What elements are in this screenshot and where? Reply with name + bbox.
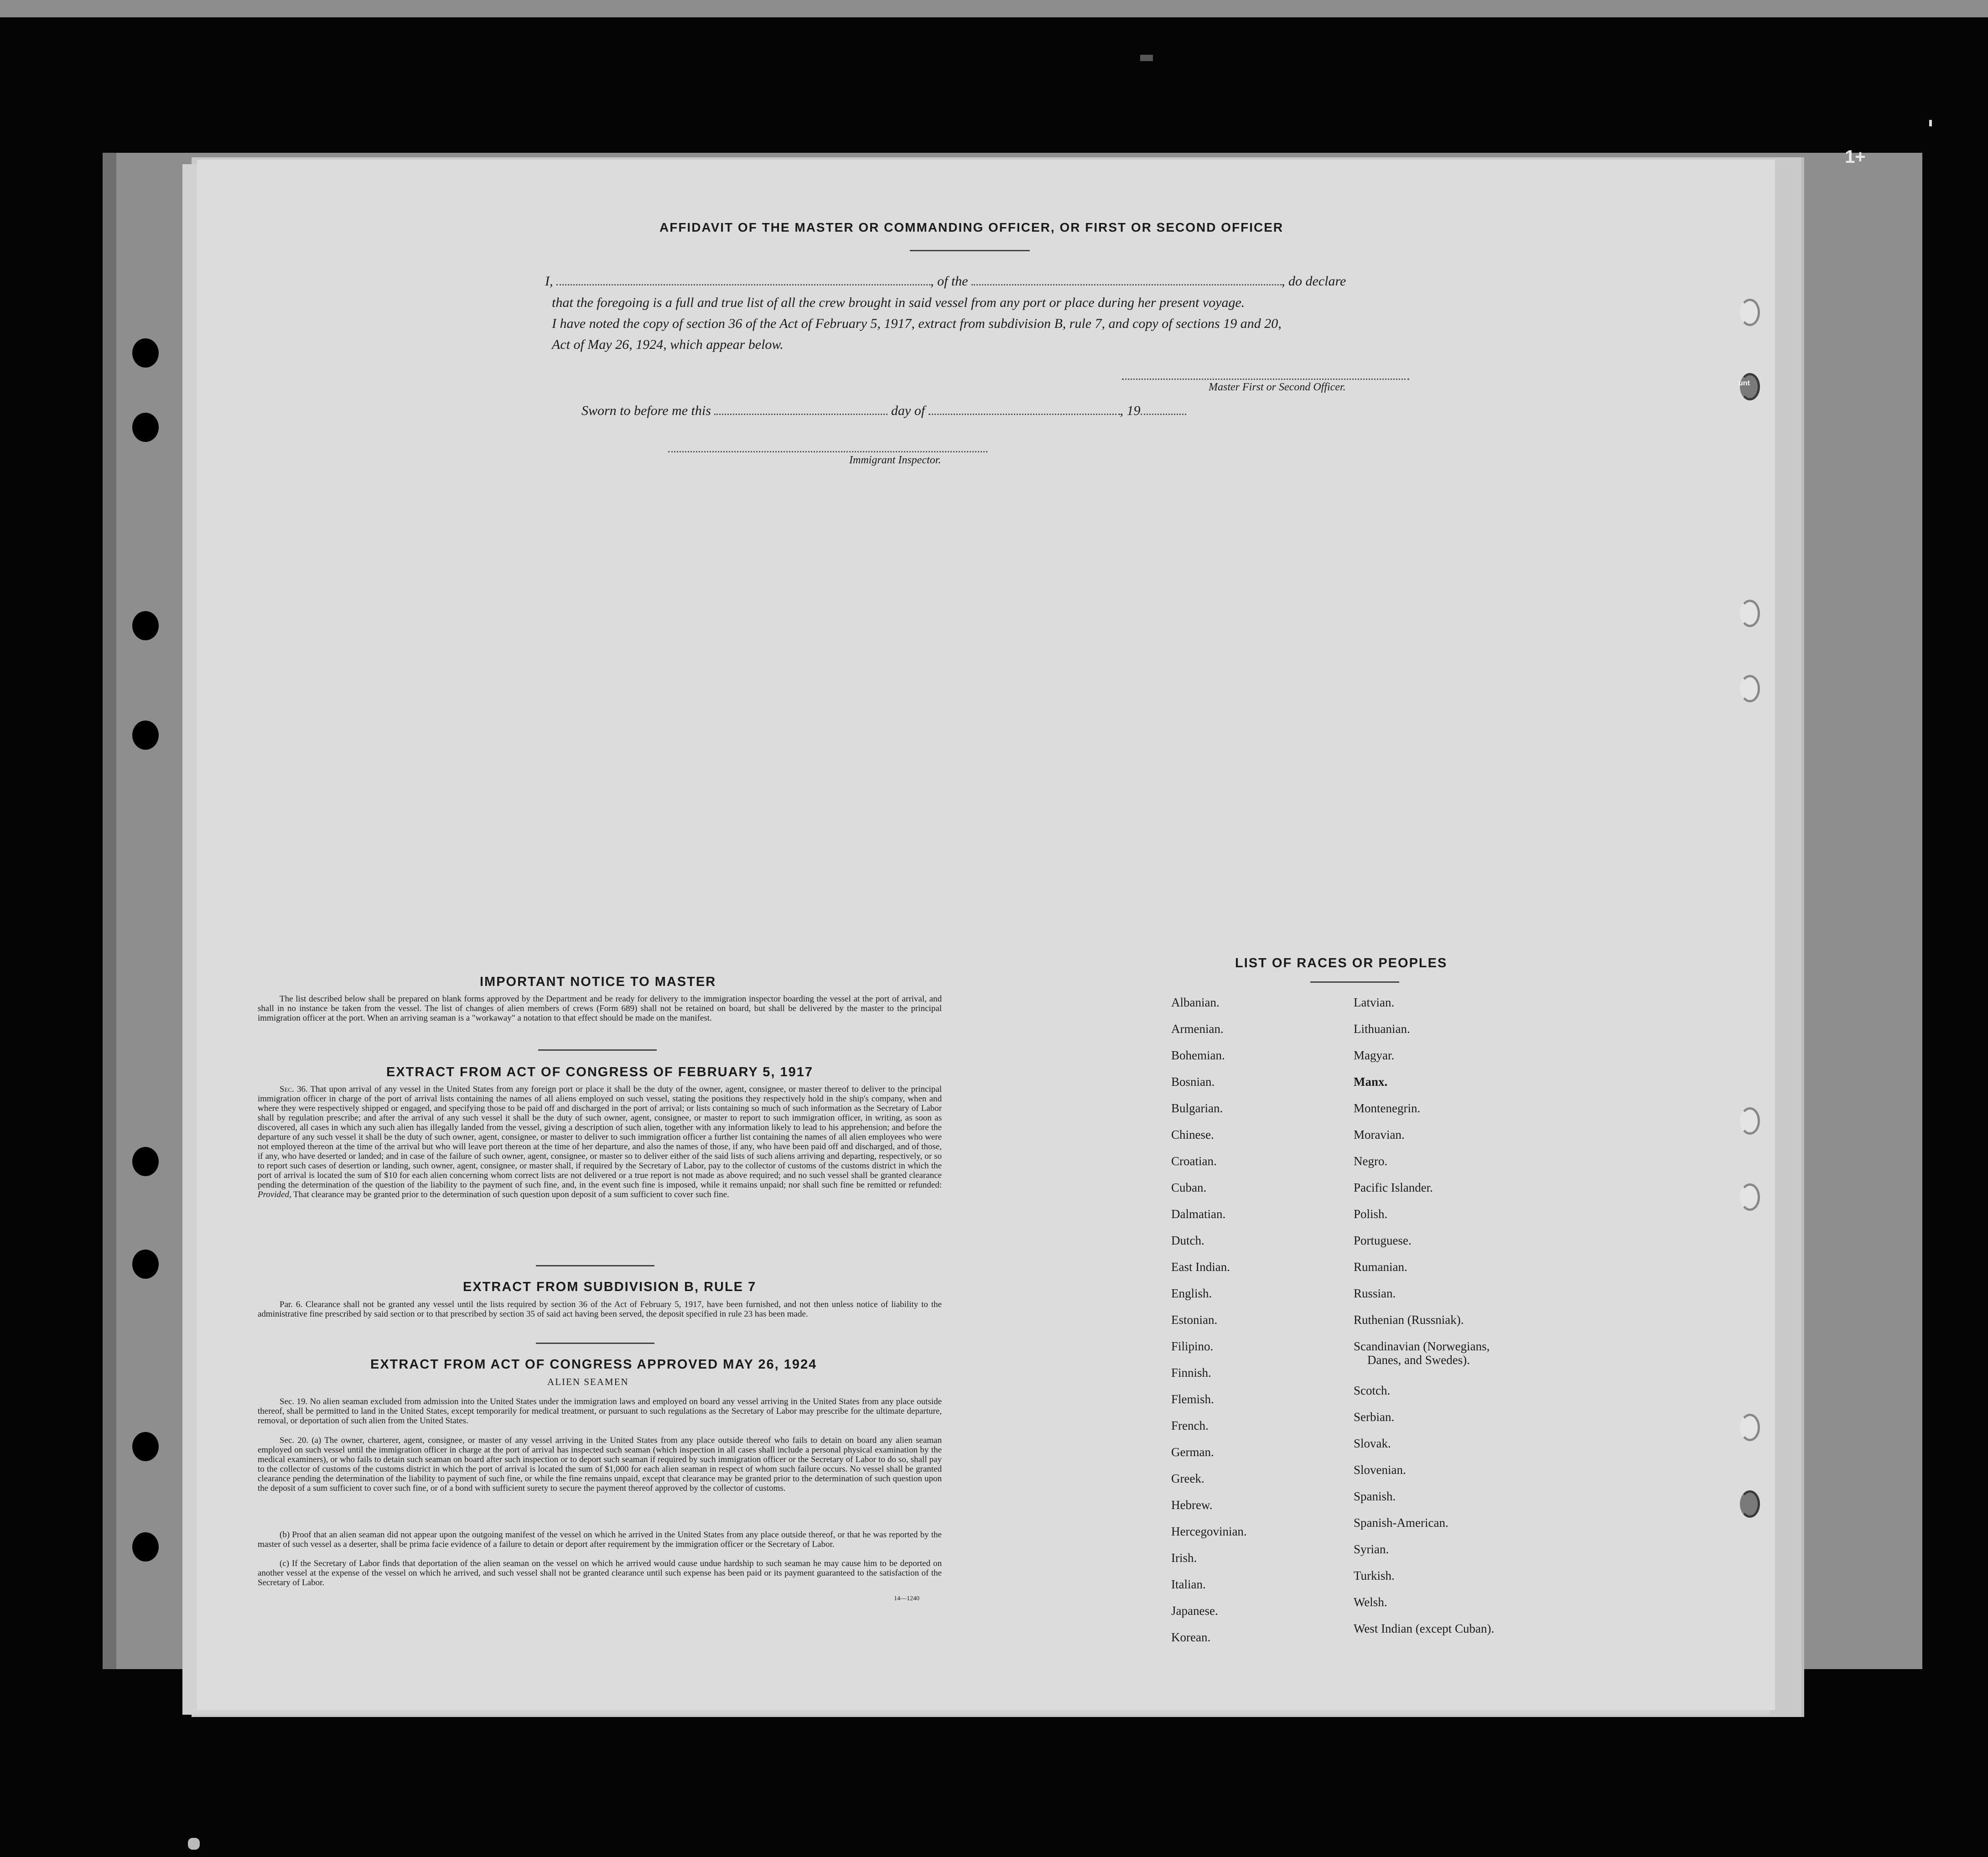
people-item: Chinese. <box>1171 1128 1214 1141</box>
punch-hole <box>132 611 159 640</box>
binder-ring <box>1740 675 1760 702</box>
affidavit-title: AFFIDAVIT OF THE MASTER OR COMMANDING OFFICER, OR FIRST OR SECOND OFFICER <box>659 220 1284 234</box>
affidavit-line-3: I have noted the copy of section 36 of the Act of February 5, 1917, extract from subdivision B, rule 7, and copy of sections 19 and 20, <box>552 316 1282 331</box>
binder-ring <box>1740 1414 1760 1441</box>
rule7-title: EXTRACT FROM SUBDIVISION B, RULE 7 <box>463 1280 757 1294</box>
peoples-column-1 <box>1171 996 1344 1652</box>
divider <box>538 1049 657 1051</box>
people-item: Welsh. <box>1354 1595 1387 1609</box>
binder-ring <box>1740 299 1760 326</box>
affidavit-declare: , do declare <box>1282 274 1346 289</box>
extract-1917-text <box>258 1084 942 1199</box>
people-item: Albanian. <box>1171 996 1220 1009</box>
people-item: Bosnian. <box>1171 1075 1215 1089</box>
affidavit-line-1 <box>545 274 1346 289</box>
binder-edge <box>103 153 116 1669</box>
section-20a-text: Sec. 20. (a) The owner, charterer, agent, consignee, or master of any vessel arriving in the United States from any place outside thereof who fails to detain on board any alien seaman employed on such vessel until the immigration officer in charge at the port of arrival has inspected such seaman (which inspection in all cases shall include a personal physical examination by the medical examiners), or who fails to detain such seaman on board after such inspection or to deport such seaman if required by such immigration officer or the Secretary of Labor to do so, shall pay to the collector of customs of the customs district in which the port of arrival is located the sum of $1,000 for each alien seaman in respect of whom such failure occurs. No vessel shall be granted clearance pending the determination of the liability to payment of such fine, or while the fine remains unpaid, except that clearance may be granted prior to the determination of such question upon the deposit of a sum sufficient to cover such fine, or of a bond with sufficient surety to secure the payment thereof approved by the collector of customs. <box>258 1436 942 1493</box>
people-item: Syrian. <box>1354 1542 1389 1556</box>
punch-hole <box>132 1250 159 1279</box>
sworn-year-blank[interactable] <box>1141 410 1186 415</box>
year-label: , 19 <box>1120 403 1141 418</box>
section-19-text: Sec. 19. No alien seaman excluded from admission into the United States under the immigration laws and employed on board any vessel arriving in the United States from any place outside thereof, shall be permitted to land in the United States, except temporarily for medical treatment, or pursuant to such regulations as the Secretary of Labor may prescribe for the ultimate departure, removal, or deportation of such alien from the United States. <box>258 1397 942 1426</box>
people-item: Magyar. <box>1354 1048 1395 1062</box>
binder-ring <box>1740 600 1760 627</box>
people-item: Pacific Islander. <box>1354 1181 1433 1194</box>
vessel-blank[interactable] <box>971 280 1282 285</box>
people-item: Flemish. <box>1171 1392 1214 1406</box>
affidavit-line-4: Act of May 26, 1924, which appear below. <box>552 337 784 352</box>
people-item: Japanese. <box>1171 1604 1218 1618</box>
people-item: Filipino. <box>1171 1339 1214 1353</box>
people-item: Manx. <box>1354 1075 1388 1089</box>
punch-hole <box>132 1432 159 1461</box>
film-speck <box>188 1838 200 1850</box>
section-36-end: That clearance may be granted prior to the determination of such question upon deposit of a sum sufficient to cover such fine. <box>293 1190 729 1199</box>
affidavit-i: I, <box>545 274 553 289</box>
inspector-signature-line[interactable] <box>668 450 987 452</box>
corner-mark: 1+ <box>1845 147 1866 167</box>
people-item: Lithuanian. <box>1354 1022 1410 1036</box>
peoples-column-2 <box>1354 996 1591 1652</box>
section-20b-text: (b) Proof that an alien seaman did not appear upon the outgoing manifest of the vessel on which he arrived in the United States from any place outside thereof, or that he was reported by the master of such vessel as a deserter, shall be prima facie evidence of a failure to detain or deport after requirement by the immigration officer or the Secretary of Labor. <box>258 1530 942 1549</box>
people-item: Russian. <box>1354 1286 1396 1300</box>
sworn-month-blank[interactable] <box>929 410 1120 415</box>
people-item: Spanish. <box>1354 1489 1396 1503</box>
people-item: Scandinavian (Norwegians, <box>1354 1339 1490 1353</box>
people-item: French. <box>1171 1419 1209 1432</box>
people-item: Dalmatian. <box>1171 1207 1226 1221</box>
ring-tag: unt <box>1739 379 1750 387</box>
divider <box>1310 981 1399 983</box>
divider <box>536 1265 654 1266</box>
film-speck <box>1929 120 1932 126</box>
people-item: West Indian (except Cuban). <box>1354 1622 1495 1635</box>
people-item: Portuguese. <box>1354 1234 1412 1247</box>
people-item: Armenian. <box>1171 1022 1224 1036</box>
people-item: Greek. <box>1171 1472 1204 1485</box>
people-item: Polish. <box>1354 1207 1388 1221</box>
extract-1924-title: EXTRACT FROM ACT OF CONGRESS APPROVED MAY 26, 1924 <box>370 1357 817 1372</box>
punch-hole <box>132 338 159 368</box>
sworn-label: Sworn to before me this <box>581 403 711 418</box>
day-of-label: day of <box>891 403 925 418</box>
punch-hole <box>132 413 159 442</box>
punch-hole <box>132 1532 159 1561</box>
peoples-title: LIST OF RACES OR PEOPLES <box>1235 956 1448 970</box>
people-item: Irish. <box>1171 1551 1197 1565</box>
people-item: Hercegovinian. <box>1171 1525 1247 1538</box>
extract-1917-title: EXTRACT FROM ACT OF CONGRESS OF FEBRUARY 5, 1917 <box>386 1065 814 1079</box>
people-item: Montenegrin. <box>1354 1101 1421 1115</box>
people-item: East Indian. <box>1171 1260 1230 1274</box>
binder-ring <box>1740 1490 1760 1518</box>
people-item: Finnish. <box>1171 1366 1211 1380</box>
section-36-label: Sec. 36. <box>280 1084 308 1094</box>
binder-ring <box>1740 1183 1760 1211</box>
form-number: 14—1240 <box>894 1595 919 1602</box>
people-item: Slovak. <box>1354 1437 1391 1450</box>
people-item: Italian. <box>1171 1577 1206 1591</box>
binder-ring <box>1740 1107 1760 1135</box>
people-item: Negro. <box>1354 1154 1388 1168</box>
people-item: Rumanian. <box>1354 1260 1407 1274</box>
people-item: Scotch. <box>1354 1384 1391 1397</box>
section-36-body: That upon arrival of any vessel in the United States from any foreign port or place it shall be the duty of the owner, agent, consignee, or master thereof to deliver to the principal immigration officer in charge of the port of arrival lists containing the names of all aliens employed on such vessel, stating the positions they respectively hold in the ship's company, when and where they were respectively shipped or engaged, and specifying those to be paid off and discharged in the port of arrival; or lists containing so much of such information as the Secretary of Labor shall by regulation prescribe; and after the arrival of any such vessel it shall be the duty of such owner, agent, consignee, or master to report to such immigration officer, in writing, as soon as discovered, all cases in which any such alien has illegally landed from the vessel, giving a description of such alien, together with any information likely to lead to his apprehension; and before the departure of any such vessel it shall be the duty of such owner, agent, consignee, or master to deliver to such immigration officer a further list containing the names of all alien employees who were not employed thereon at the time of the arrival but who will leave port thereon at the time of her departure, and also the names of those, if any, who have been paid off and discharged, and of those, if any, who have deserted or landed; and in case of the failure of such owner, agent, consignee, or master so to deliver either of the said lists of such aliens arriving and departing, respectively, or so to report such cases of desertion or landing, such owner, agent, consignee, or master shall, if required by the Secretary of Labor, pay to the collector of customs of the customs district in which the port of arrival is located the sum of $10 for each alien concerning whom correct lists are not delivered or a true report is not made as above required; and no such vessel shall be granted clearance pending the determination of the question of the liability to the payment of such fine, and, in the event such fine is imposed, while it remains unpaid; nor shall such fine be remitted or refunded: <box>258 1084 942 1190</box>
people-item: Dutch. <box>1171 1234 1204 1247</box>
people-item: Slovenian. <box>1354 1463 1406 1477</box>
people-item: Turkish. <box>1354 1569 1395 1582</box>
punch-hole <box>132 1147 159 1176</box>
people-item: Cuban. <box>1171 1181 1207 1194</box>
people-item: Danes, and Swedes). <box>1367 1353 1470 1367</box>
section-20c-text: (c) If the Secretary of Labor finds that deportation of the alien seaman on the vessel on which he arrived would cause undue hardship to such seaman he may cause him to be deported on another vessel at the expense of the vessel on which he arrived, and such vessel shall not be granted clearance until such expense has been paid or its payment guaranteed to the satisfaction of the Secretary of Labor. <box>258 1559 942 1587</box>
people-item: Estonian. <box>1171 1313 1218 1327</box>
people-item: Latvian. <box>1354 996 1395 1009</box>
sworn-day-blank[interactable] <box>714 410 888 415</box>
master-caption: Master First or Second Officer. <box>1209 381 1346 393</box>
provided-label: Provided, <box>258 1190 291 1199</box>
people-item: Ruthenian (Russniak). <box>1354 1313 1464 1327</box>
people-item: Serbian. <box>1354 1410 1395 1424</box>
divider <box>536 1343 654 1344</box>
notice-text: The list described below shall be prepared on blank forms approved by the Department and be ready for delivery to the immigration inspector boarding the vessel at the port of arrival, and shall in no instance be taken from the vessel. The list of changes of alien members of crews (Form 689) shall not be retained on board, but shall be delivered by the master to the principal immigration officer at the port. When an arriving seaman is a "workaway" a notation to that effect should be made on the manifest. <box>258 994 942 1023</box>
inspector-caption: Immigrant Inspector. <box>849 454 941 466</box>
affidavit-line-2: that the foregoing is a full and true list of all the crew brought in said vessel from any port or place during her present voyage. <box>552 295 1245 310</box>
rule7-text: Par. 6. Clearance shall not be granted any vessel until the lists required by section 36 of the Act of February 5, 1917, have been furnished, and not then unless notice of liability to the administrative fine prescribed by said section or to that prescribed by section 35 of said act having been served, the deposit specified in rule 23 has been made. <box>258 1300 942 1319</box>
sworn-line <box>581 403 1186 419</box>
people-item: English. <box>1171 1286 1212 1300</box>
people-item: Bohemian. <box>1171 1048 1225 1062</box>
notice-title: IMPORTANT NOTICE TO MASTER <box>480 975 716 989</box>
master-signature-line[interactable] <box>1122 378 1409 380</box>
people-item: German. <box>1171 1445 1214 1459</box>
people-item: Bulgarian. <box>1171 1101 1223 1115</box>
divider <box>910 250 1030 251</box>
punch-hole <box>132 721 159 750</box>
film-edge <box>0 0 1988 17</box>
affidavit-of: , of the <box>930 274 968 289</box>
name-blank[interactable] <box>556 280 930 285</box>
people-item: Korean. <box>1171 1630 1211 1644</box>
extract-1924-subtitle: ALIEN SEAMEN <box>547 1376 629 1387</box>
people-item: Moravian. <box>1354 1128 1405 1141</box>
people-item: Spanish-American. <box>1354 1516 1448 1530</box>
people-item: Croatian. <box>1171 1154 1217 1168</box>
film-speck <box>1140 55 1153 61</box>
people-item: Hebrew. <box>1171 1498 1213 1512</box>
